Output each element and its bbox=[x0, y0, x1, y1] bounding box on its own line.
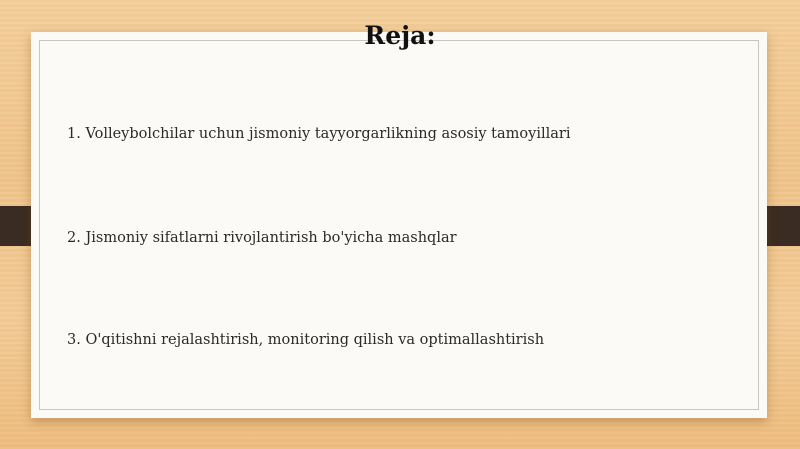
plan-item: 3. O'qitishni rejalashtirish, monitoring qilish va optimallashtirish bbox=[67, 332, 545, 348]
plan-item: 1. Volleybolchilar uchun jismoniy tayyorgarlikning asosiy tamoyillari bbox=[67, 126, 571, 142]
slide-inner-border bbox=[39, 40, 759, 410]
slide-title: Reja: bbox=[364, 21, 436, 50]
plan-item: 2. Jismoniy sifatlarni rivojlantirish bo'yicha mashqlar bbox=[67, 230, 457, 246]
slide-panel bbox=[31, 32, 767, 418]
